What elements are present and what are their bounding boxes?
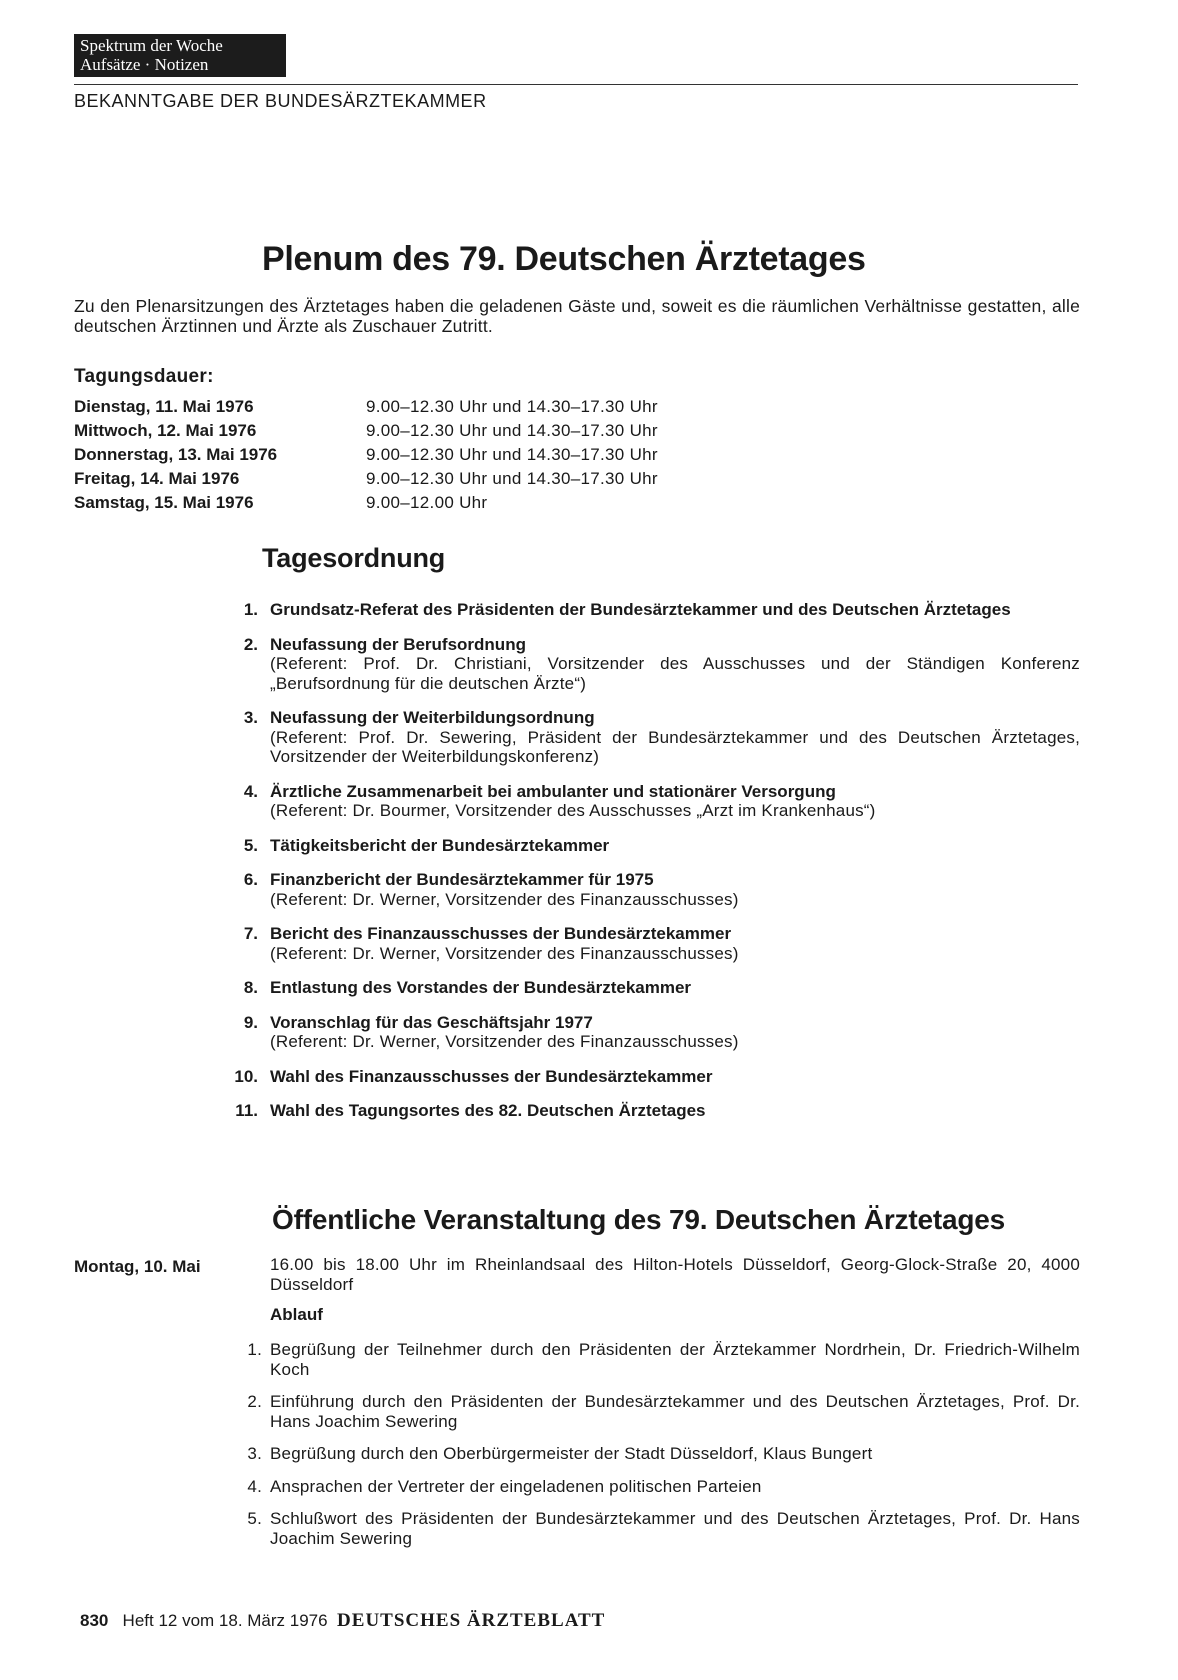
agenda-item-referent: (Referent: Prof. Dr. Christiani, Vorsitzender des Ausschusses und der Ständigen Konferenz „Berufsordnung für die deutschen Ärzte“) (270, 654, 1080, 693)
page-title: Plenum des 79. Deutschen Ärztetages (262, 240, 866, 278)
agenda-item-title: Wahl des Tagungsortes des 82. Deutschen Ärztetages (270, 1101, 706, 1120)
agenda-item (220, 600, 1080, 620)
kicker: BEKANNTGABE DER BUNDESÄRZTEKAMMER (74, 91, 487, 111)
ablauf-title: Ablauf (270, 1305, 323, 1324)
public-event-date: Montag, 10. Mai (74, 1257, 201, 1276)
agenda-item-number: 1. (243, 600, 258, 619)
agenda-item (220, 635, 1080, 694)
agenda-item-referent: (Referent: Prof. Dr. Sewering, Präsident der Bundesärztekammer und des Deutschen Ärztetages, Vorsitzender der Weiterbildungskonferenz) (270, 727, 1080, 766)
agenda-item-title: Bericht des Finanzausschusses der Bundesärztekammer (270, 924, 732, 943)
agenda-item-referent: (Referent: Dr. Bourmer, Vorsitzender des Ausschusses „Arzt im Krankenhaus“) (270, 801, 876, 820)
schedule-time: 9.00–12.00 Uhr (366, 493, 488, 512)
agenda-item (220, 1013, 1080, 1052)
agenda-item-number: 4. (243, 781, 258, 801)
agenda-title: Tagesordnung (262, 543, 446, 573)
ablauf-item (240, 1392, 1080, 1431)
page-footer (80, 1610, 605, 1632)
header-rule (74, 84, 1078, 85)
intro-paragraph: Zu den Plenarsitzungen des Ärztetages haben die geladenen Gäste und, soweit es die räumlichen Verhältnisse gestatten, alle deutschen Ärztinnen und Ärzte als Zuschauer Zutritt. (74, 296, 1080, 336)
schedule-day: Donnerstag, 13. Mai 1976 (74, 445, 278, 464)
agenda-item-number: 8. (243, 978, 258, 997)
schedule-day: Freitag, 14. Mai 1976 (74, 469, 240, 488)
ablauf-item-number: 5. (247, 1509, 262, 1528)
agenda-item-number: 9. (243, 1012, 258, 1032)
agenda-item-title: Tätigkeitsbericht der Bundesärztekammer (270, 835, 610, 855)
agenda-item-title: Neufassung der Berufsordnung (270, 634, 526, 654)
agenda-item-title: Entlastung des Vorstandes der Bundesärztekammer (270, 978, 692, 997)
schedule-time: 9.00–12.30 Uhr und 14.30–17.30 Uhr (366, 469, 658, 488)
agenda-item (220, 836, 1080, 856)
agenda-item-number: 3. (243, 708, 258, 727)
agenda-item-number: 10. (234, 1066, 258, 1086)
schedule-time: 9.00–12.30 Uhr und 14.30–17.30 Uhr (366, 421, 658, 440)
ablauf-list (240, 1340, 1080, 1561)
agenda-item (220, 924, 1080, 963)
section-label-line1: Spektrum der Woche (80, 36, 223, 55)
ablauf-item-number: 4. (247, 1476, 262, 1496)
schedule-title: Tagungsdauer: (74, 366, 214, 387)
schedule-day: Mittwoch, 12. Mai 1976 (74, 421, 257, 440)
section-label (74, 34, 286, 77)
schedule-time: 9.00–12.30 Uhr und 14.30–17.30 Uhr (366, 397, 658, 416)
agenda-item-title: Finanzbericht der Bundesärztekammer für 1975 (270, 870, 654, 889)
agenda-item-referent: (Referent: Dr. Werner, Vorsitzender des Finanzausschusses) (270, 1032, 739, 1051)
agenda-item-title: Grundsatz-Referat des Präsidenten der Bundesärztekammer und des Deutschen Ärztetages (270, 600, 1011, 619)
agenda-item-number: 6. (243, 870, 258, 889)
ablauf-item (240, 1509, 1080, 1548)
agenda-list (220, 600, 1080, 1136)
public-event-title: Öffentliche Veranstaltung des 79. Deutschen Ärztetages (272, 1204, 1005, 1235)
schedule-day: Samstag, 15. Mai 1976 (74, 493, 254, 512)
agenda-item-title: Wahl des Finanzausschusses der Bundesärztekammer (270, 1066, 713, 1086)
agenda-item (220, 708, 1080, 767)
agenda-item-number: 5. (243, 835, 258, 855)
agenda-item (220, 1101, 1080, 1121)
agenda-item-number: 2. (243, 634, 258, 654)
ablauf-item-text: Ansprachen der Vertreter der eingeladenen politischen Parteien (270, 1476, 762, 1496)
ablauf-item-number: 3. (247, 1444, 262, 1463)
ablauf-item (240, 1444, 1080, 1464)
issue-info: Heft 12 vom 18. März 1976 (122, 1611, 328, 1630)
magazine-name: DEUTSCHES ÄRZTEBLATT (337, 1610, 606, 1631)
agenda-item-title: Voranschlag für das Geschäftsjahr 1977 (270, 1012, 593, 1032)
agenda-item (220, 782, 1080, 821)
public-event-details: 16.00 bis 18.00 Uhr im Rheinlandsaal des Hilton-Hotels Düsseldorf, Georg-Glock-Straße 20, 4000 Düsseldorf (270, 1255, 1080, 1294)
agenda-item-title: Neufassung der Weiterbildungsordnung (270, 708, 595, 727)
ablauf-item-number: 2. (247, 1392, 262, 1411)
page-number: 830 (80, 1611, 109, 1630)
ablauf-item-text: Einführung durch den Präsidenten der Bundesärztekammer und des Deutschen Ärztetages, Prof. Dr. Hans Joachim Sewering (270, 1392, 1080, 1431)
ablauf-item-number: 1. (247, 1340, 262, 1359)
ablauf-item (240, 1340, 1080, 1379)
agenda-item-number: 11. (235, 1101, 258, 1120)
schedule-day: Dienstag, 11. Mai 1976 (74, 397, 254, 416)
section-label-line2: Aufsätze · Notizen (80, 55, 209, 74)
agenda-item (220, 1067, 1080, 1087)
agenda-item (220, 870, 1080, 909)
agenda-item-referent: (Referent: Dr. Werner, Vorsitzender des Finanzausschusses) (270, 943, 739, 963)
ablauf-item (240, 1477, 1080, 1497)
ablauf-item-text: Schlußwort des Präsidenten der Bundesärztekammer und des Deutschen Ärztetages, Prof. Dr. Hans Joachim Sewering (270, 1509, 1080, 1548)
agenda-item-title: Ärztliche Zusammenarbeit bei ambulanter und stationärer Versorgung (270, 781, 836, 801)
ablauf-item-text: Begrüßung durch den Oberbürgermeister der Stadt Düsseldorf, Klaus Bungert (270, 1444, 873, 1463)
agenda-item (220, 978, 1080, 998)
ablauf-item-text: Begrüßung der Teilnehmer durch den Präsidenten der Ärztekammer Nordrhein, Dr. Friedrich-Wilhelm Koch (270, 1340, 1080, 1379)
schedule-time: 9.00–12.30 Uhr und 14.30–17.30 Uhr (366, 445, 658, 464)
agenda-item-number: 7. (243, 924, 258, 943)
agenda-item-referent: (Referent: Dr. Werner, Vorsitzender des Finanzausschusses) (270, 889, 739, 909)
